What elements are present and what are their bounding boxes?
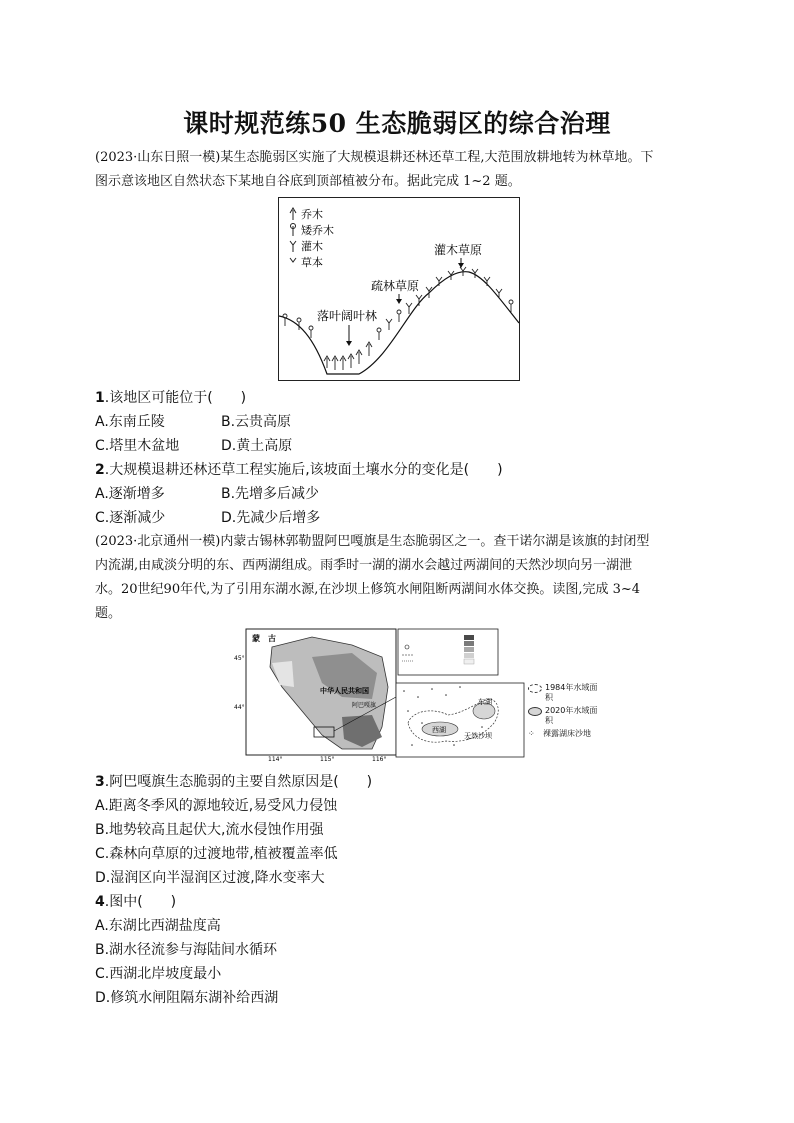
dashed-ellipse-icon	[528, 684, 542, 693]
tree-icon	[290, 208, 296, 220]
intro-line: (2023·山东日照一模)某生态脆弱区实施了大规模退耕还林还草工程,大范围放耕地转为林草地。下	[95, 150, 654, 165]
legend-2020-label: 2020年水域面积	[545, 706, 598, 725]
option-1d[interactable]: D.黄土高原	[221, 438, 293, 454]
intro-line: 水。20世纪90年代,为了引用东湖水源,在沙坝上修筑水闸阻断两湖间水体交换。读图,完成 3~4	[95, 582, 641, 597]
west-lake-label: 西湖	[432, 726, 446, 734]
option-4d[interactable]: D.修筑水闸阻隔东湖补给西湖	[95, 990, 279, 1006]
lon-116: 116°	[372, 756, 387, 761]
option-2a[interactable]: A.逐渐增多	[95, 486, 165, 502]
option-3a[interactable]: A.距离冬季风的源地较近,易受风力侵蚀	[95, 798, 338, 814]
option-4b[interactable]: B.湖水径流参与海陆间水循环	[95, 942, 278, 958]
page-title: 课时规范练50 生态脆弱区的综合治理	[183, 109, 611, 138]
sandbar-label: 天然沙坝	[464, 732, 492, 740]
label-shrub-grassland: 灌木草原	[434, 243, 483, 257]
intro-passage-2	[95, 530, 700, 626]
grass-icon	[290, 258, 296, 262]
sand-dots-icon: ⁘	[528, 729, 534, 738]
legend-tree-label: 乔木	[301, 208, 323, 221]
shrub-icon	[290, 241, 296, 252]
lake-inset-frame	[396, 683, 524, 757]
elev-swatch	[464, 641, 474, 646]
vegetation-profile-svg	[279, 198, 519, 380]
arrow-head	[458, 263, 464, 268]
option-4a[interactable]: A.东湖比西湖盐度高	[95, 918, 221, 934]
intro-line: 内流湖,由咸淡分明的东、西两湖组成。雨季时一湖的湖水会越过两湖间的天然沙坝向另一湖泄	[95, 558, 633, 573]
option-2b[interactable]: B.先增多后减少	[221, 486, 320, 502]
label-deciduous-forest: 落叶阔叶林	[317, 309, 378, 323]
lon-115: 115°	[320, 756, 335, 761]
east-lake-label: 东湖	[478, 698, 492, 706]
question-3	[95, 770, 372, 794]
map-label-banner: 阿巴嘎旗	[352, 702, 377, 709]
elev-swatch	[464, 647, 474, 652]
map-label-prc: 中华人民共和国	[320, 687, 369, 695]
question-number: 4	[95, 894, 105, 910]
intro-line: 图示意该地区自然状态下某地自谷底到顶部植被分布。据此完成 1~2 题。	[95, 174, 521, 189]
option-1c[interactable]: C.塔里木盆地	[95, 438, 180, 454]
question-number: 2	[95, 462, 105, 478]
legend-item-sand	[528, 729, 602, 739]
option-1a[interactable]: A.东南丘陵	[95, 414, 165, 430]
vegetation-profile-figure	[278, 197, 520, 381]
arrow-head	[346, 341, 352, 346]
elev-swatch	[464, 653, 474, 658]
lat-45: 45°	[234, 655, 245, 662]
option-2c[interactable]: C.逐渐减少	[95, 510, 166, 526]
question-stem: .大规模退耕还林还草工程实施后,该坡面土壤水分的变化是( )	[104, 462, 503, 478]
intro-passage-1	[95, 146, 700, 194]
intro-line: (2023·北京通州一模)内蒙古锡林郭勒盟阿巴嘎旗是生态脆弱区之一。查干诺尔湖是该旗的封闭型	[95, 534, 650, 549]
label-sparse-forest: 疏林草原	[371, 279, 420, 293]
abaga-map-figure	[232, 627, 526, 761]
legend-1984-label: 1984年水域面积	[545, 683, 598, 702]
filled-ellipse-icon	[528, 707, 542, 716]
option-3b[interactable]: B.地势较高且起伏大,流水侵蚀作用强	[95, 822, 324, 838]
option-2d[interactable]: D.先减少后增多	[221, 510, 321, 526]
question-2	[95, 458, 503, 482]
elev-swatch	[464, 659, 474, 664]
small-tree-icon	[291, 224, 296, 237]
question-4	[95, 890, 176, 914]
question-stem: .阿巴嘎旗生态脆弱的主要自然原因是( )	[104, 774, 373, 790]
question-stem: .图中( )	[104, 894, 177, 910]
arrow-head	[396, 299, 402, 304]
legend-item-2020	[528, 706, 602, 726]
elev-swatch	[464, 635, 474, 640]
lon-114: 114°	[268, 756, 283, 761]
question-number: 3	[95, 774, 105, 790]
question-number: 1	[95, 390, 105, 406]
question-1	[95, 386, 246, 410]
option-1b[interactable]: B.云贵高原	[221, 414, 292, 430]
legend-small-tree-label: 矮乔木	[301, 224, 334, 237]
map-legend-box	[398, 629, 498, 675]
legend-grass-label: 草本	[301, 256, 323, 269]
lake-legend	[528, 683, 602, 749]
option-3d[interactable]: D.湿润区向半湿润区过渡,降水变率大	[95, 870, 325, 886]
option-4c[interactable]: C.西湖北岸坡度最小	[95, 966, 222, 982]
option-3c[interactable]: C.森林向草原的过渡地带,植被覆盖率低	[95, 846, 338, 862]
legend-shrub-label: 灌木	[301, 240, 323, 253]
map-label-mongolia: 蒙 古	[252, 634, 276, 643]
intro-line: 题。	[95, 606, 122, 621]
question-stem: .该地区可能位于( )	[104, 390, 247, 406]
legend-sand-label: 裸露湖床沙地	[543, 729, 591, 738]
abaga-map-svg	[232, 627, 526, 761]
legend-item-1984	[528, 683, 602, 703]
lat-44: 44°	[234, 704, 245, 711]
